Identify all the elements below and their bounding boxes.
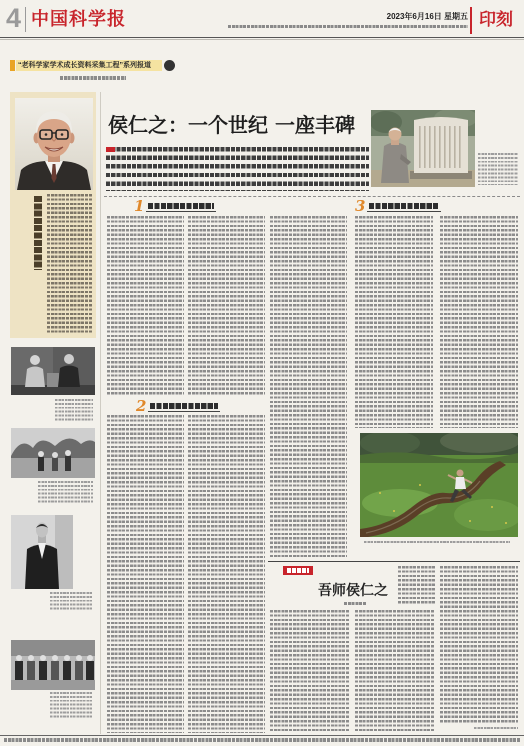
series-banner-title: “老科学家学术成长资料采集工程”系列报道: [16, 60, 162, 71]
article-body-column: [355, 216, 433, 428]
photo-caption: [478, 153, 518, 185]
article-body-column: [188, 415, 265, 733]
section-title-text: [369, 203, 439, 209]
sidebar-article-byline: [344, 602, 366, 605]
series-number-badge: [164, 60, 175, 71]
footer-imprint: [4, 738, 520, 742]
article-body-column: [107, 415, 184, 733]
sidebar-article-column: [440, 566, 518, 724]
portrait-photo: [15, 98, 93, 190]
historic-photo-outdoor: [11, 428, 95, 478]
sidebar-article-column: [270, 610, 350, 733]
photo-caption: [55, 399, 93, 421]
profile-name-label: [34, 196, 42, 270]
footer-rule: [0, 735, 524, 736]
section-title: [367, 202, 441, 212]
header-rule-thin: [0, 39, 524, 40]
masthead: 中国科学报: [31, 9, 126, 30]
section-number: 3: [355, 197, 366, 215]
header-rule: [0, 37, 524, 38]
article-body-column: [107, 216, 184, 396]
field-photo: [360, 433, 518, 537]
section-title: [148, 402, 220, 412]
sidebar-article-title: 吾师侯仁之: [318, 583, 388, 599]
issue-date: 2023年6月16日 星期五: [386, 12, 468, 21]
section-number: 2: [136, 397, 147, 415]
lead-marker: [106, 147, 115, 152]
historic-photo-seated: [11, 347, 95, 395]
section-title-text: [148, 203, 214, 209]
sidebar-article-column: [355, 610, 435, 733]
section-title: [146, 202, 216, 212]
section-title-text: [150, 403, 218, 409]
lead-separator: [104, 196, 520, 197]
historic-photo-portrait-standing: [11, 515, 73, 589]
article-lead-paragraph: [106, 147, 369, 191]
article-body-column: [270, 216, 347, 558]
header-info-line: [228, 25, 468, 28]
sidebar-article-rule: [268, 561, 520, 562]
header-divider: [25, 7, 26, 32]
article-body-column: [188, 216, 265, 396]
main-column-rule: [100, 92, 101, 734]
stele-photo: [371, 110, 475, 187]
profile-bio-text: [47, 194, 92, 334]
page-number: 4: [6, 3, 22, 33]
photo-caption: [50, 692, 93, 718]
sidebar-article-label-text: [287, 568, 309, 573]
section-tab: 印刻: [470, 7, 520, 34]
section-number: 1: [134, 197, 145, 215]
photo-caption: [38, 481, 93, 503]
article-body-column: [440, 216, 518, 428]
sidebar-article-attribution: [474, 727, 518, 731]
photo-caption: [50, 592, 93, 610]
historic-photo-group: [11, 640, 95, 690]
article-headline: 侯仁之：一个世纪 一座丰碑: [108, 113, 355, 137]
sidebar-article-column: [398, 566, 435, 604]
photo-caption: [364, 541, 510, 545]
series-banner-marker: [10, 60, 15, 71]
sidebar-article-label: [283, 566, 313, 575]
series-banner-subtitle: [60, 76, 126, 80]
